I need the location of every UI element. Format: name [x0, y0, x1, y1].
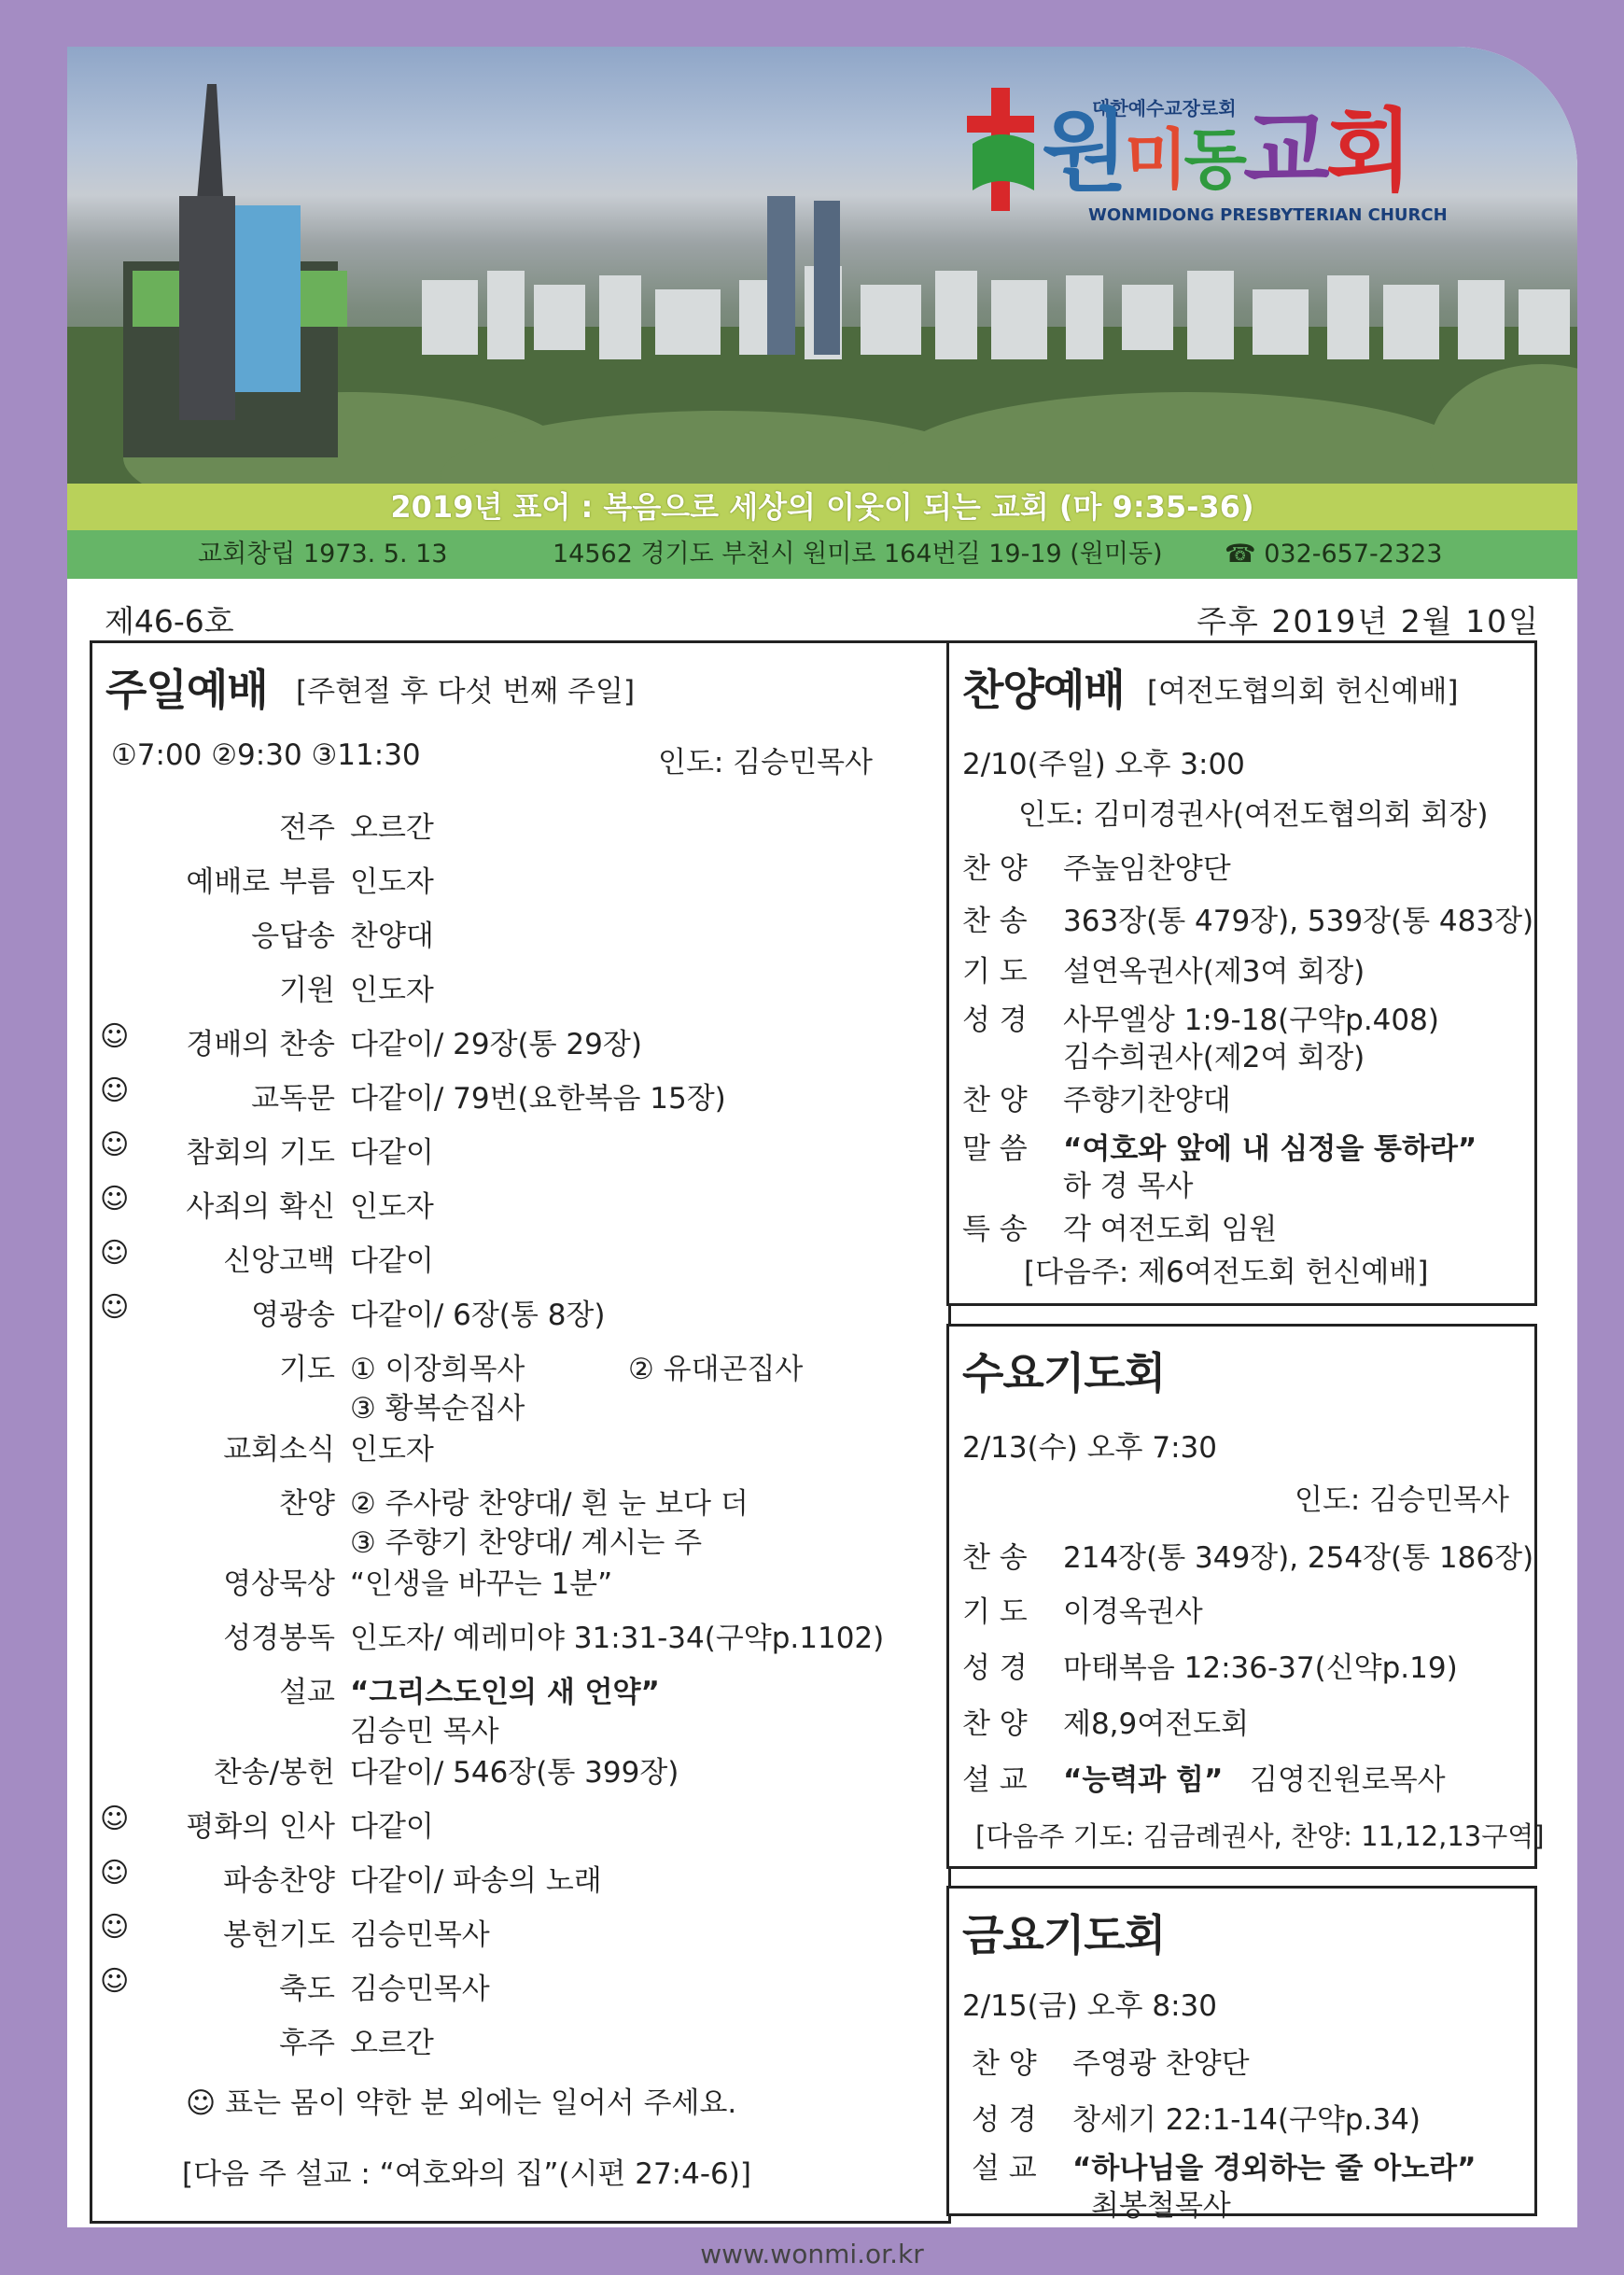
service-item-label: 평화의 인사 — [186, 1810, 335, 1844]
praise-datetime: 2/10(주일) 오후 3:00 — [962, 748, 1245, 781]
service-item-label: 영상묵상 — [223, 1567, 335, 1601]
service-item-label: 교회소식 — [223, 1433, 335, 1467]
church-name-char: 회 — [1325, 99, 1409, 204]
service-item-value: 인도자 — [350, 1190, 434, 1224]
praise-worship-section — [946, 640, 1537, 1306]
service-item-value: ③ 황복순집사 — [350, 1392, 525, 1425]
service-item-value: ① 이장희목사 — [350, 1353, 525, 1386]
church-address: 14562 경기도 부천시 원미로 164번길 19-19 (원미동) — [553, 540, 1163, 569]
church-name — [1042, 99, 1409, 204]
church-name-char: 원 — [1042, 99, 1125, 204]
service-item-label: 성경봉독 — [223, 1622, 335, 1655]
service-item-value: 김승민목사 — [350, 1918, 490, 1952]
service-item-value: 다같이 — [350, 1136, 434, 1170]
wednesday-item-value: 214장(통 349장), 254장(통 186장) — [1063, 1541, 1534, 1575]
stand-up-icon: ☺ — [100, 1074, 130, 1107]
praise-item-label: 말 씀 — [962, 1132, 1028, 1166]
friday-item-label: 설 교 — [972, 2152, 1037, 2185]
praise-item-value: 김수희권사(제2여 회장) — [1063, 1041, 1365, 1074]
service-item-value: 다같이 — [350, 1244, 434, 1278]
wednesday-item-value: 이경옥권사 — [1063, 1595, 1203, 1629]
wednesday-item-value: “능력과 힘” — [1063, 1763, 1224, 1797]
service-item-label: 교독문 — [251, 1082, 335, 1116]
church-name-char: 동 — [1183, 121, 1243, 198]
praise-worship-title: 찬양예배 — [962, 665, 1125, 715]
service-item-value: 김승민목사 — [350, 1973, 490, 2006]
service-item-value: 오르간 — [350, 811, 434, 845]
issue-number: 제46-6호 — [105, 603, 234, 639]
friday-item-label: 성 경 — [972, 2103, 1037, 2137]
service-item-label: 참회의 기도 — [186, 1136, 335, 1170]
praise-leader: 인도: 김미경권사(여전도협의회 회장) — [1018, 798, 1489, 832]
praise-worship-subtitle: [여전도협의회 헌신예배] — [1147, 675, 1459, 709]
service-item-value: ② 주사랑 찬양대/ 흰 눈 보다 더 — [350, 1487, 749, 1521]
service-item-value: 오르간 — [350, 2027, 434, 2060]
praise-item-value: “여호와 앞에 내 심정을 통하라” — [1063, 1132, 1477, 1166]
praise-item-value: 주향기찬양대 — [1063, 1084, 1231, 1117]
friday-item-value: “하나님을 경외하는 줄 아노라” — [1072, 2152, 1477, 2185]
praise-item-value: 설연옥권사(제3여 회장) — [1063, 955, 1365, 989]
stand-up-icon: ☺ — [100, 1911, 130, 1944]
service-item-value: 김승민 목사 — [350, 1715, 499, 1748]
friday-datetime: 2/15(금) 오후 8:30 — [962, 1989, 1217, 2023]
service-item-label: 예배로 부름 — [186, 865, 335, 899]
wednesday-datetime: 2/13(수) 오후 7:30 — [962, 1431, 1217, 1465]
praise-item-value: 363장(통 479장), 539장(통 483장) — [1063, 905, 1534, 938]
service-item-value: 다같이/ 546장(통 399장) — [350, 1756, 679, 1790]
phone-number: ☎ 032-657-2323 — [1225, 540, 1443, 569]
wednesday-item-label: 기 도 — [962, 1595, 1028, 1629]
service-item-value: 다같이/ 79번(요한복음 15장) — [350, 1082, 726, 1116]
standing-note: ☺ 표는 몸이 약한 분 외에는 일어서 주세요. — [186, 2086, 737, 2120]
wednesday-prayer-title: 수요기도회 — [962, 1348, 1166, 1398]
service-item-value: 인도자/ 예레미야 31:31-34(구약p.1102) — [350, 1622, 885, 1655]
service-item-value: 찬양대 — [350, 920, 434, 953]
service-item-label: 봉헌기도 — [223, 1918, 335, 1952]
friday-item-label: 찬 양 — [972, 2047, 1037, 2081]
friday-prayer-title: 금요기도회 — [962, 1910, 1166, 1960]
service-item-label: 신앙고백 — [223, 1244, 335, 1278]
praise-item-label: 기 도 — [962, 955, 1028, 989]
praise-item-label: 특 송 — [962, 1213, 1028, 1246]
praise-item-label: 찬 양 — [962, 852, 1028, 886]
service-item-label: 응답송 — [251, 920, 335, 953]
stand-up-icon: ☺ — [100, 1237, 130, 1270]
wednesday-leader: 인도: 김승민목사 — [1295, 1483, 1509, 1517]
service-item-value: 다같이/ 29장(통 29장) — [350, 1028, 642, 1061]
stand-up-icon: ☺ — [100, 1965, 130, 1998]
service-item-value: “그리스도인의 새 언약” — [350, 1676, 660, 1709]
service-item-label: 설교 — [279, 1676, 335, 1709]
wednesday-next: [다음주 기도: 김금례권사, 찬양: 11,12,13구역] — [975, 1820, 1545, 1852]
praise-item-label: 성 경 — [962, 1004, 1028, 1037]
friday-prayer-section — [946, 1886, 1537, 2223]
praise-next: [다음주: 제6여전도회 헌신예배] — [1024, 1256, 1429, 1289]
service-item-value: 다같이/ 6장(통 8장) — [350, 1299, 606, 1332]
service-item-value: 인도자 — [350, 974, 434, 1007]
service-item-value: 다같이 — [350, 1810, 434, 1844]
service-item-value: ③ 주향기 찬양대/ 계시는 주 — [350, 1526, 703, 1560]
stand-up-icon: ☺ — [100, 1183, 130, 1215]
wednesday-item-value: 제8,9여전도회 — [1063, 1707, 1250, 1741]
friday-item-value: 주영광 찬양단 — [1072, 2047, 1250, 2081]
stand-up-icon: ☺ — [100, 1803, 130, 1835]
church-name-char: 미 — [1124, 121, 1184, 198]
service-item-label: 찬송/봉헌 — [213, 1756, 335, 1790]
founded-date: 교회창립 1973. 5. 13 — [198, 540, 448, 569]
praise-item-value: 각 여전도회 임원 — [1063, 1213, 1278, 1246]
service-item-label: 기원 — [279, 974, 335, 1007]
service-item-value: 다같이/ 파송의 노래 — [350, 1864, 602, 1898]
service-item-label: 영광송 — [251, 1299, 335, 1332]
service-item-value: 인도자 — [350, 1433, 434, 1467]
wednesday-prayer-section — [946, 1324, 1545, 1869]
wednesday-item-value: 김영진원로목사 — [1250, 1763, 1446, 1797]
wednesday-item-label: 찬 송 — [962, 1541, 1028, 1575]
website-url[interactable]: www.wonmi.or.kr — [700, 2239, 924, 2269]
yearly-motto: 2019년 표어 : 복음으로 세상의 이웃이 되는 교회 (마 9:35-36) — [67, 484, 1577, 530]
praise-item-value: 주높임찬양단 — [1063, 852, 1231, 886]
service-item-label: 전주 — [279, 811, 335, 845]
church-info-bar — [67, 530, 1577, 579]
church-name-char: 교 — [1243, 99, 1326, 204]
sunday-worship-subtitle: [주현절 후 다섯 번째 주일] — [296, 675, 636, 709]
service-item-value: ② 유대곤집사 — [628, 1353, 804, 1386]
service-item-label: 축도 — [279, 1973, 335, 2006]
church-english-name: WONMIDONG PRESBYTERIAN CHURCH — [1088, 205, 1448, 225]
praise-item-label: 찬 양 — [962, 1084, 1028, 1117]
service-item-label: 경배의 찬송 — [186, 1028, 335, 1061]
wednesday-item-label: 찬 양 — [962, 1707, 1028, 1741]
praise-item-label: 찬 송 — [962, 905, 1028, 938]
bulletin-date: 주후 2019년 2월 10일 — [1197, 603, 1540, 639]
stand-up-icon: ☺ — [100, 1857, 130, 1889]
wednesday-item-label: 설 교 — [962, 1763, 1028, 1797]
denomination-label: 대한예수교장로회 — [1092, 97, 1237, 119]
service-times: ①7:00 ②9:30 ③11:30 — [111, 738, 421, 772]
service-item-label: 찬양 — [279, 1487, 335, 1521]
friday-item-value: 창세기 22:1-14(구약p.34) — [1072, 2103, 1421, 2137]
wednesday-item-value: 마태복음 12:36-37(신약p.19) — [1063, 1651, 1458, 1685]
wednesday-item-label: 성 경 — [962, 1651, 1028, 1685]
sunday-worship-title: 주일예배 — [105, 665, 268, 715]
stand-up-icon: ☺ — [100, 1291, 130, 1324]
service-item-value: 인도자 — [350, 865, 434, 899]
header-banner — [67, 47, 1577, 484]
service-item-label: 사죄의 확신 — [186, 1190, 335, 1224]
stand-up-icon: ☺ — [100, 1129, 130, 1161]
praise-item-value: 사무엘상 1:9-18(구약p.408) — [1063, 1004, 1439, 1037]
service-item-label: 후주 — [279, 2027, 335, 2060]
next-sermon: [다음 주 설교 : “여호와의 집”(시편 27:4-6)] — [182, 2157, 751, 2191]
service-item-label: 기도 — [279, 1353, 335, 1386]
service-item-label: 파송찬양 — [223, 1864, 335, 1898]
service-item-value: “인생을 바꾸는 1분” — [350, 1567, 613, 1601]
stand-up-icon: ☺ — [100, 1020, 130, 1053]
bulletin-page — [67, 47, 1577, 2227]
praise-item-value: 하 경 목사 — [1063, 1170, 1194, 1203]
service-leader: 인도: 김승민목사 — [658, 746, 873, 779]
church-logo — [963, 88, 1523, 228]
cross-icon — [963, 88, 1038, 211]
friday-item-value: 최봉철목사 — [1091, 2189, 1231, 2223]
sunday-worship-section — [90, 640, 951, 2224]
